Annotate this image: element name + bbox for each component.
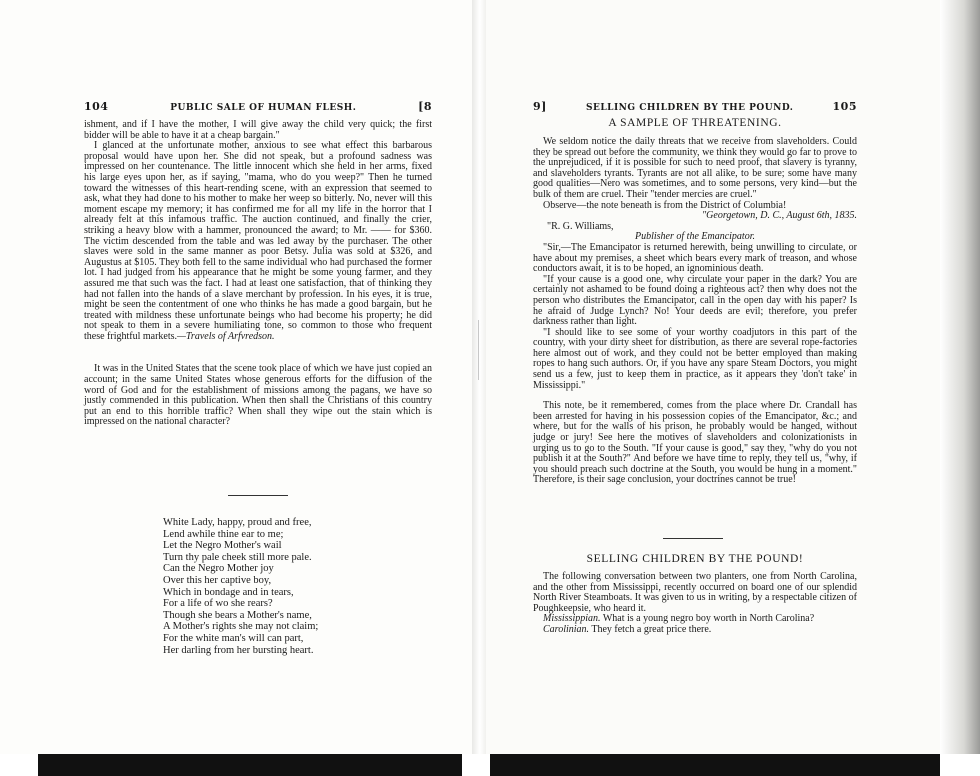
left-chapter-mark: [8 bbox=[418, 100, 432, 113]
scan-bottom-bar-left bbox=[38, 754, 462, 776]
dialogue-text: What is a young negro boy worth in North Carolina? bbox=[602, 613, 815, 625]
right-paragraph-2: Observe—the note beneath is from the District of Columbia! bbox=[543, 199, 787, 211]
left-running-title: PUBLIC SALE OF HUMAN FLESH. bbox=[170, 103, 357, 113]
dialogue-speaker: Carolinian. bbox=[543, 623, 590, 635]
poem-line: For a life of wo she rears? bbox=[163, 598, 273, 610]
heading-selling-children: SELLING CHILDREN BY THE POUND! bbox=[586, 553, 804, 565]
letter-dateline: "Georgetown, D. C., August 6th, 1835. bbox=[701, 210, 857, 222]
gutter-pencil-mark bbox=[478, 320, 482, 380]
right-paragraph-1: We seldom notice the daily threats that we receive from slaveholders. Could they be spread out before the community, we think they would go far to prove to the unprejudiced, if it is possible for such to need proof, that slavery is tyranny, and slaveholders tyrants. Tyrants are not all alike, to be sure; some have many good qualities—Nero was sometimes, and to some persons, very kind—but the bulk of them are cruel. Their "tender mercies are cruel." bbox=[533, 136, 857, 200]
poem-line: A Mother's rights she may not claim; bbox=[163, 621, 319, 633]
right-chapter-mark: 9] bbox=[533, 100, 547, 113]
poem-line: Though she bears a Mother's name, bbox=[163, 609, 312, 621]
negro-mother-poem bbox=[163, 517, 423, 656]
left-paragraph-2 bbox=[84, 141, 432, 342]
poem-line: Can the Negro Mother joy bbox=[163, 563, 274, 575]
left-section-rule bbox=[228, 495, 288, 496]
right-running-title: SELLING CHILDREN BY THE POUND. bbox=[585, 103, 794, 113]
letter-paragraph-3: "I should like to see some of your worthy coadjutors in this part of the country, with your dirty sheet for distribution, as there are several rope-factories here almost out of work, and they could not be better employed than making ropes to hang such authors. Or, if you have any spare Steam Doctors, you might send us a few, just to keep them in practice, as it appears they 'don't take' in Mississippi." bbox=[533, 326, 857, 391]
page-edge-shadow bbox=[940, 0, 980, 754]
poem-line: Turn thy pale cheek still more pale. bbox=[163, 551, 312, 563]
right-paragraph-4: The following conversation between two planters, one from North Carolina, and the other from Mississippi, recently occurred on board one of our splendid North River Steamboats. It was given to us in writing, by a respectable citizen of Poughkeepsie, who heard it. bbox=[533, 571, 857, 614]
heading-sample-of-threatening: A SAMPLE OF THREATENING. bbox=[608, 117, 782, 129]
left-page-number: 104 bbox=[84, 100, 109, 113]
right-body-text-1 bbox=[533, 137, 857, 486]
right-page-number: 105 bbox=[832, 100, 857, 113]
letter-recipient-title: Publisher of the Emancipator. bbox=[635, 231, 755, 243]
left-attribution: —Travels of Arfvredson. bbox=[177, 330, 275, 342]
poem-line: Let the Negro Mother's wail bbox=[163, 540, 282, 552]
left-paragraph-1: ishment, and if I have the mother, I will give away the child very quick; the first bidder will be able to have it at a cheap bargain." bbox=[84, 119, 432, 141]
dialogue-speaker: Mississippian. bbox=[543, 613, 601, 625]
scan-bottom-bar-right bbox=[490, 754, 940, 776]
poem-line: White Lady, happy, proud and free, bbox=[163, 517, 312, 528]
dialogue-line-2 bbox=[533, 625, 857, 636]
dialogue-text: They fetch a great price there. bbox=[591, 623, 712, 635]
left-body-text bbox=[84, 120, 432, 428]
right-paragraph-3: This note, be it remembered, comes from the place where Dr. Crandall has been arrested for having in his possession copies of the Emancipator, &c.; and where, but for the walls of his prison, he probably would be hanged, without judge or jury! See here the motives of slaveholders and colonizationists in urging us to go to the South. "If your cause is good," say they, "why do you not publish it at the South?" And before we have time to reply, they tell us, "why, if you should preach such doctrine at the South, you would be hung in a moment." Therefore, is their sage conclusion, your doctrines cannot be true! bbox=[533, 400, 857, 486]
letter-paragraph-2: "If your cause is a good one, why circulate your paper in the dark? You are certainly not ashamed to be found doing a righteous act? then why does not the person who distributes the Emancipator, call in the open day with his paper? Is he afraid of Judge Lynch? No! Your deeds are evil; therefore, you prefer darkness rather than light. bbox=[533, 273, 857, 328]
poem-line: Her darling from her bursting heart. bbox=[163, 644, 314, 656]
poem-line: For the white man's will can part, bbox=[163, 632, 304, 644]
poem-line: Lend awhile thine ear to me; bbox=[163, 528, 284, 540]
letter-paragraph-1: "Sir,—The Emancipator is returned herewith, being unwilling to circulate, or have about my premises, a sheet which bears every mark of treason, and whose conductors await, it is to be hoped, an ignominious death. bbox=[533, 241, 857, 275]
left-paragraph-3: It was in the United States that the scene took place of which we have just copied an account; in the same United States whose generous efforts for the diffusion of the word of God and for the establishment of missions among the pagans, we have so justly commended in this publication. When then shall the Christians of this country put an end to this horrible traffic? When shall they wipe out the stain which is impressed on the national character? bbox=[84, 363, 432, 428]
letter-salutation: "R. G. Williams, bbox=[547, 220, 614, 232]
poem-line: Over this her captive boy, bbox=[163, 574, 272, 586]
poem-line: Which in bondage and in tears, bbox=[163, 586, 294, 598]
right-section-rule bbox=[663, 538, 723, 539]
right-running-head bbox=[533, 100, 857, 113]
left-running-head bbox=[84, 100, 432, 113]
right-body-text-2 bbox=[533, 572, 857, 636]
left-paragraph-2-text: I glanced at the unfortunate mother, anxious to see what effect this barbarous proposal would have upon her. She did not speak, but a profound sadness was impressed on her countenance. The little innocent which she held in her arms, fixed his large eyes upon her, as if saying, "mama, who do you weep?" Then he turned toward the witnesses of this heart-rending scene, with an expression that seemed to ask, what they had done to his mother to make her weep so bitterly. No, never will this moment escape my memory; it has confirmed me for all my life in the horror that I already felt at this infamous traffic. The auction continued, and finally the crier, striking a heavy blow with a hammer, pronounced the award; to Mr. —— for $360. The victim descended from the table and was led away by the purchaser. The other slaves were sold in the same manner as poor Betsy. Julia was sold at $326, and Augustus at $105. They both fell to the same individual who had purchased the former lot. I had judged from his appearance that he might be some young farmer, and they assured me that such was the fact. I had at least one satisfaction, that of thinking they had not fallen into the hands of a slave merchant by profession. In his eyes, it is true, might be seen the contentment of one who thinks he has made a good bargain, but he treated with mildness these unfortunate beings who had become his property; he did not speak to them in a severe humiliating tone, so common to those who frequent these frightful markets. bbox=[84, 140, 432, 342]
